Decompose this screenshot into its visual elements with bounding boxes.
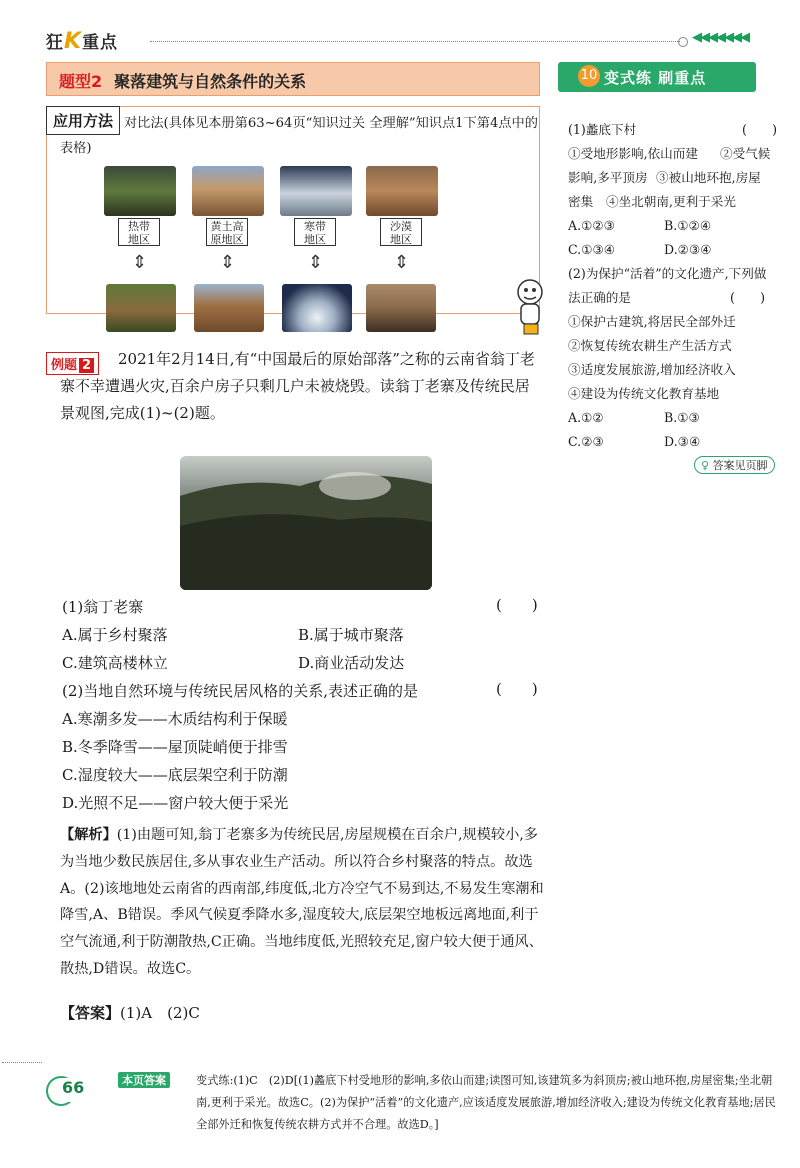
label-desert: 沙漠 地区 bbox=[380, 218, 422, 246]
rq2-option-b: B.①③ bbox=[664, 410, 700, 425]
rq1-stem: (1)蠡底下村 bbox=[568, 122, 637, 137]
q1-option-d: D.商业活动发达 bbox=[298, 654, 405, 672]
q2-option-a: A.寒潮多发——木质结构利于保暖 bbox=[62, 710, 288, 728]
practice-badge: 10 bbox=[578, 65, 600, 87]
q1-option-a: A.属于乡村聚落 bbox=[62, 626, 168, 644]
rq2-option-c: C.②③ bbox=[568, 434, 604, 449]
loess-landscape-photo bbox=[192, 166, 264, 216]
q2-option-d: D.光照不足——窗户较大便于采光 bbox=[62, 794, 289, 812]
practice-title: 变式练 刷重点 bbox=[604, 69, 707, 87]
rq2-item: ③适度发展旅游,增加经济收入 bbox=[568, 362, 736, 377]
rq1-item: 影响,多平顶房 bbox=[568, 170, 648, 185]
rq2-stem: (2)为保护“活着”的文化遗产,下列做 bbox=[568, 266, 767, 281]
example-tag: 例题 2 bbox=[46, 352, 99, 375]
header-divider bbox=[150, 41, 680, 42]
section-label: 题型2 bbox=[59, 72, 103, 91]
label-loess: 黄土高 原地区 bbox=[206, 218, 248, 246]
updown-arrow-icon: ⇕ bbox=[132, 252, 148, 273]
tropical-landscape-photo bbox=[104, 166, 176, 216]
rq1-option-b: B.①②④ bbox=[664, 218, 712, 233]
footer-tag: 本页答案 bbox=[118, 1072, 170, 1088]
rq2-item: ①保护古建筑,将居民全部外迁 bbox=[568, 314, 736, 329]
answer-link[interactable]: ♀ 答案见页脚 bbox=[694, 456, 775, 474]
igloo-photo bbox=[282, 284, 352, 332]
q2-stem: (2)当地自然环境与传统民居风格的关系,表述正确的是 bbox=[62, 682, 419, 700]
method-text: 对比法(具体见本册第63~64页“知识过关 全理解”知识点1下第4点中的表格) bbox=[60, 116, 538, 156]
rq1-item: ①受地形影响,依山而建 bbox=[568, 146, 698, 161]
desert-house-photo bbox=[366, 284, 436, 332]
stilt-house-photo bbox=[106, 284, 176, 332]
village-photo bbox=[180, 456, 432, 590]
updown-arrow-icon: ⇕ bbox=[220, 252, 236, 273]
q1-option-b: B.属于城市聚落 bbox=[298, 626, 404, 644]
cold-landscape-photo bbox=[280, 166, 352, 216]
analysis-tag: 【解析】 bbox=[60, 827, 117, 843]
rq2-option-d: D.③④ bbox=[664, 434, 701, 449]
analysis-text: (1)由题可知,翁丁老寨多为传统民居,房屋规模在百余户,规模较小,多为当地少数民族居住,多从事农业生产活动。所以符合乡村聚落的特点。故选A。(2)该地地处云南省的西南部,纬度低,北方冷空气不易到达,不易发生寒潮和降雪,A、B错误。季风气候夏季降水多,湿度较大,底层架空地板远离地面,利于空气流通,利于防潮散热,C正确。当地纬度低,光照较充足,窗户较大便于通风、散热,D错误。故选C。 bbox=[60, 827, 544, 977]
key-icon: ♀ bbox=[701, 459, 710, 472]
practice-header bbox=[558, 62, 756, 92]
footer-divider bbox=[2, 1062, 42, 1063]
section-header bbox=[46, 62, 540, 96]
rq1-option-d: D.②③④ bbox=[664, 242, 712, 257]
cave-dwelling-photo bbox=[194, 284, 264, 332]
method-tag: 应用方法 bbox=[46, 106, 120, 135]
rq2-item: ②恢复传统农耕生产生活方式 bbox=[568, 338, 732, 353]
q1-stem: (1)翁丁老寨 bbox=[62, 598, 144, 616]
rq2-stem-cont: 法正确的是 bbox=[568, 290, 631, 305]
rq2-option-a: A.①② bbox=[568, 410, 604, 425]
footer-answer-text: 变式练:(1)C (2)D[(1)蠡底下村受地形的影响,多依山而建;读图可知,该建筑多为斜顶房;被山地环抱,房屋密集;坐北朝南,更利于采光。故选C。(2)为保护“活着”的文化遗产,应该适度发展旅游,增加经济收入;建设为传统文化教育基地;居民全部外迁和恢复传统农耕方式并不合理。故选D。] bbox=[196, 1074, 776, 1131]
answer-line: 【答案】(1)A (2)C bbox=[60, 1004, 200, 1022]
q2-answer-blank: ( ) bbox=[496, 680, 538, 698]
rq1-option-c: C.①③④ bbox=[568, 242, 616, 257]
q1-answer-blank: ( ) bbox=[496, 596, 538, 614]
label-cold: 寒带 地区 bbox=[294, 218, 336, 246]
q2-option-b: B.冬季降雪——屋顶陡峭便于排雪 bbox=[62, 738, 288, 756]
header-arrows-icon: ◀◀◀◀◀◀◀ bbox=[692, 30, 748, 45]
rq1-item: ④坐北朝南,更利于采光 bbox=[606, 194, 736, 209]
section-title: 聚落建筑与自然条件的关系 bbox=[114, 72, 307, 91]
analysis-block bbox=[60, 822, 544, 983]
updown-arrow-icon: ⇕ bbox=[394, 252, 410, 273]
q1-option-c: C.建筑高楼林立 bbox=[62, 654, 168, 672]
example-text: 2021年2月14日,有“中国最后的原始部落”之称的云南省翁丁老寨不幸遭遇火灾,百余户房子只剩几户未被烧毁。读翁丁老寨及传统民居景观图,完成(1)~(2)题。 bbox=[60, 350, 535, 422]
book-logo: 狂K重点 bbox=[46, 29, 119, 54]
page-number: 66 bbox=[62, 1078, 98, 1102]
rq1-item: ②受气候 bbox=[720, 146, 771, 161]
rq2-answer-blank: ( ) bbox=[730, 290, 766, 305]
updown-arrow-icon: ⇕ bbox=[308, 252, 324, 273]
rq1-item: 密集 bbox=[568, 194, 594, 209]
rq1-answer-blank: ( ) bbox=[742, 122, 778, 137]
rq1-item: ③被山地环抱,房屋 bbox=[656, 170, 761, 185]
mascot-icon bbox=[510, 276, 550, 336]
rq1-option-a: A.①②③ bbox=[568, 218, 615, 233]
label-tropical: 热带 地区 bbox=[118, 218, 160, 246]
desert-landscape-photo bbox=[366, 166, 438, 216]
practice-box bbox=[560, 108, 788, 450]
rq2-item: ④建设为传统文化教育基地 bbox=[568, 386, 720, 401]
q2-option-c: C.湿度较大——底层架空利于防潮 bbox=[62, 766, 288, 784]
header-divider-dot bbox=[678, 37, 688, 47]
